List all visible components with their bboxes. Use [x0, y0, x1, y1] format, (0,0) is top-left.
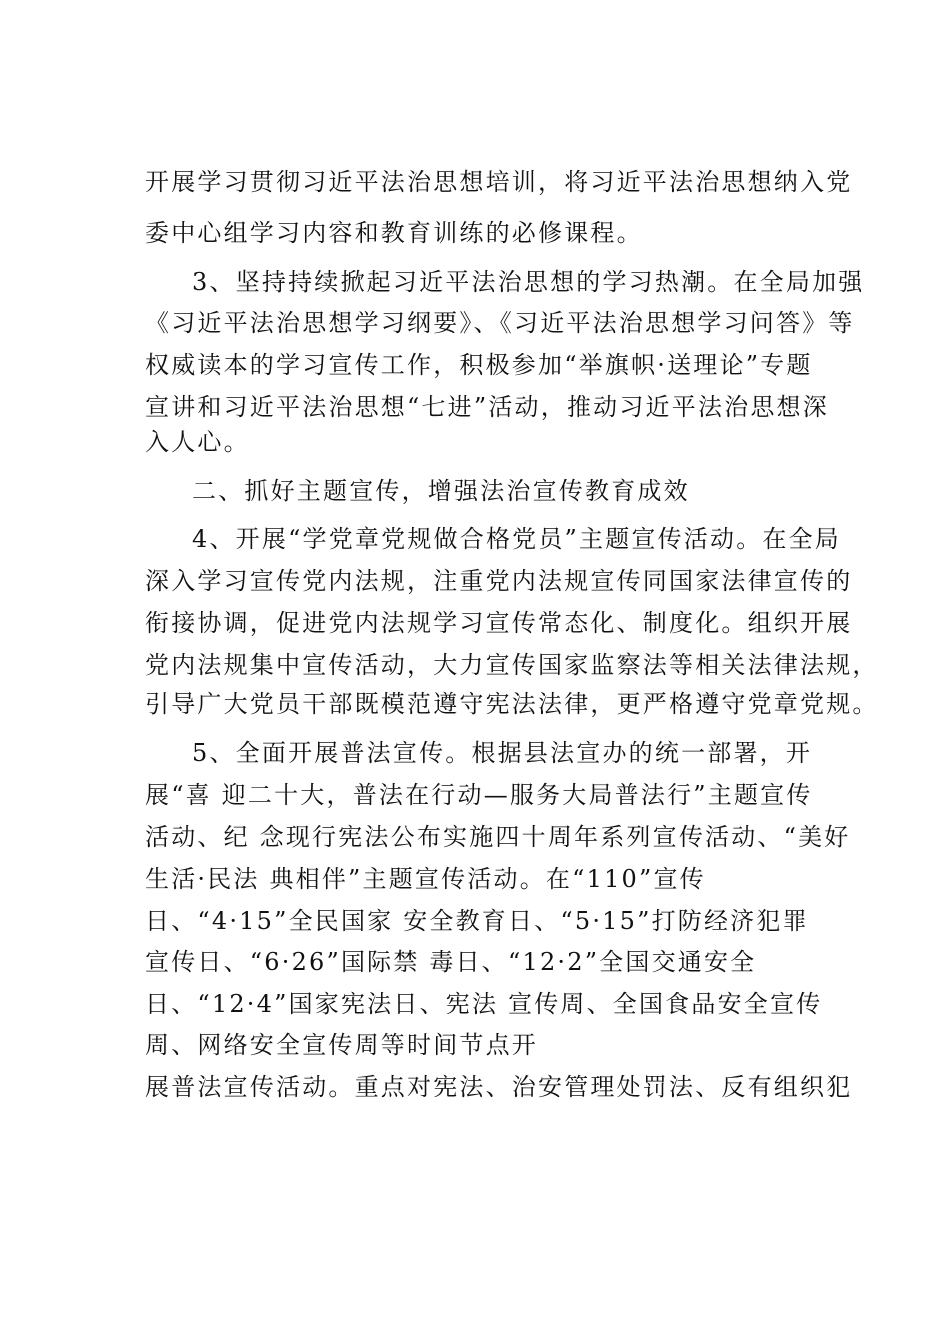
paragraph-4-line-2: 深入学习宣传党内法规，注重党内法规宣传同国家法律宣传的: [145, 567, 853, 595]
paragraph-1-line-1: 开展学习贯彻习近平法治思想培训，将习近平法治思想纳入党: [145, 168, 853, 196]
paragraph-3-line-1: 3、坚持持续掀起习近平法治思想的学习热潮。在全局加强: [192, 268, 865, 296]
paragraph-5-line-6: 宣传日、“6·26”国际禁 毒日、“12·2”全国交通安全: [145, 948, 757, 976]
paragraph-5-line-9: 展普法宣传活动。重点对宪法、治安管理处罚法、反有组织犯: [145, 1073, 853, 1101]
paragraph-5-line-2: 展“喜 迎二十大，普法在行动—服务大局普法行”主题宣传: [145, 781, 813, 809]
paragraph-4-line-1: 4、开展“学党章党规做合格党员”主题宣传活动。在全局: [192, 525, 842, 553]
paragraph-5-line-3: 活动、纪 念现行宪法公布实施四十周年系列宣传活动、“美好: [145, 823, 851, 851]
section-heading-2: 二、抓好主题宣传，增强法治宣传教育成效: [192, 477, 690, 505]
paragraph-4-line-4: 党内法规集中宣传活动，大力宣传国家监察法等相关法律法规，: [145, 651, 879, 679]
paragraph-5-line-5: 日、“4·15”全民国家 安全教育日、“5·15”打防经济犯罪: [145, 907, 809, 935]
paragraph-5-line-8: 周、网络安全宣传周等时间节点开: [145, 1031, 538, 1059]
paragraph-3-line-5: 入人心。: [145, 428, 250, 456]
paragraph-3-line-2: 《习近平法治思想学习纲要》、《习近平法治思想学习问答》等: [145, 309, 855, 337]
paragraph-4-line-3: 衔接协调，促进党内法规学习宣传常态化、制度化。组织开展: [145, 609, 853, 637]
paragraph-3-line-4: 宣讲和习近平法治思想“七进”活动，推动习近平法治思想深: [145, 393, 829, 421]
paragraph-4-line-5: 引导广大党员干部既模范遵守宪法法律，更严格遵守党章党规。: [145, 690, 879, 718]
paragraph-1-line-2: 委中心组学习内容和教育训练的必修课程。: [145, 219, 643, 247]
paragraph-5-line-4: 生活·民法 典相伴”主题宣传活动。在“110”宣传: [145, 865, 706, 893]
paragraph-3-line-3: 权威读本的学习宣传工作，积极参加“举旗帜·送理论”专题: [145, 351, 813, 379]
paragraph-5-line-7: 日、“12·4”国家宪法日、宪法 宣传周、全国食品安全宣传: [145, 990, 823, 1018]
paragraph-5-line-1: 5、全面开展普法宣传。根据县法宣办的统一部署，开: [192, 739, 813, 767]
